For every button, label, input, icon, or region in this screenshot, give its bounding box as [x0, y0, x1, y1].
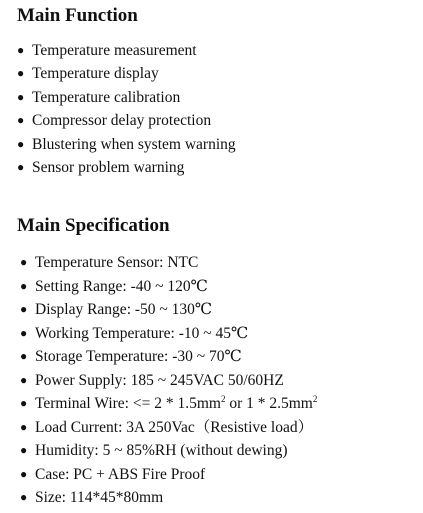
- main-function-heading: Main Function: [17, 5, 138, 26]
- spec-working-temperature: Working Temperature: -10 ~ 45℃: [35, 324, 249, 342]
- bullet-icon: ●: [17, 89, 25, 104]
- bullet-icon: ●: [17, 136, 25, 151]
- bullet-icon: ●: [20, 372, 28, 387]
- bullet-icon: ●: [20, 419, 28, 434]
- terminal-wire-superscript: 2: [312, 394, 318, 404]
- bullet-icon: ●: [20, 466, 28, 481]
- spec-display-range: Display Range: -50 ~ 130℃: [35, 301, 213, 318]
- bullet-icon: ●: [20, 396, 28, 410]
- bullet-icon: ●: [17, 159, 25, 174]
- function-compressor-delay: Compressor delay protection: [32, 112, 212, 130]
- spec-terminal-wire: [35, 392, 317, 416]
- function-sensor-warning: Sensor problem warning: [32, 158, 185, 176]
- bullet-icon: ●: [20, 349, 28, 363]
- spec-storage-temperature: Storage Temperature: -30 ~ 70℃: [35, 348, 242, 365]
- bullet-icon: ●: [20, 325, 28, 340]
- bullet-icon: ●: [20, 302, 28, 316]
- function-temperature-display: Temperature display: [32, 65, 159, 83]
- function-blustering-warning: Blustering when system warning: [32, 135, 236, 153]
- spec-case: Case: PC + ABS Fire Proof: [35, 465, 206, 483]
- function-temperature-measurement: Temperature measurement: [32, 42, 197, 59]
- spec-setting-range: Setting Range: -40 ~ 120℃: [35, 277, 208, 295]
- terminal-wire-superscript: 2: [220, 394, 226, 404]
- terminal-wire-prefix: Terminal Wire: <= 2 * 1.5mm: [35, 395, 221, 412]
- spec-temperature-sensor: Temperature Sensor: NTC: [35, 254, 199, 271]
- spec-power-supply: Power Supply: 185 ~ 245VAC 50/60HZ: [35, 371, 284, 389]
- bullet-icon: ●: [20, 255, 28, 269]
- bullet-icon: ●: [17, 113, 25, 128]
- spec-load-current: Load Current: 3A 250Vac（Resistive load）: [35, 418, 314, 436]
- bullet-icon: ●: [20, 278, 28, 293]
- bullet-icon: ●: [17, 43, 25, 57]
- terminal-wire-middle: or 1 * 2.5mm: [225, 395, 313, 412]
- bullet-icon: ●: [17, 66, 25, 81]
- spec-humidity: Humidity: 5 ~ 85%RH (without dewing): [35, 442, 288, 459]
- function-temperature-calibration: Temperature calibration: [32, 88, 181, 106]
- main-specification-heading: Main Specification: [17, 215, 170, 236]
- bullet-icon: ●: [20, 490, 28, 504]
- spec-size: Size: 114*45*80mm: [35, 489, 164, 506]
- bullet-icon: ●: [20, 443, 28, 457]
